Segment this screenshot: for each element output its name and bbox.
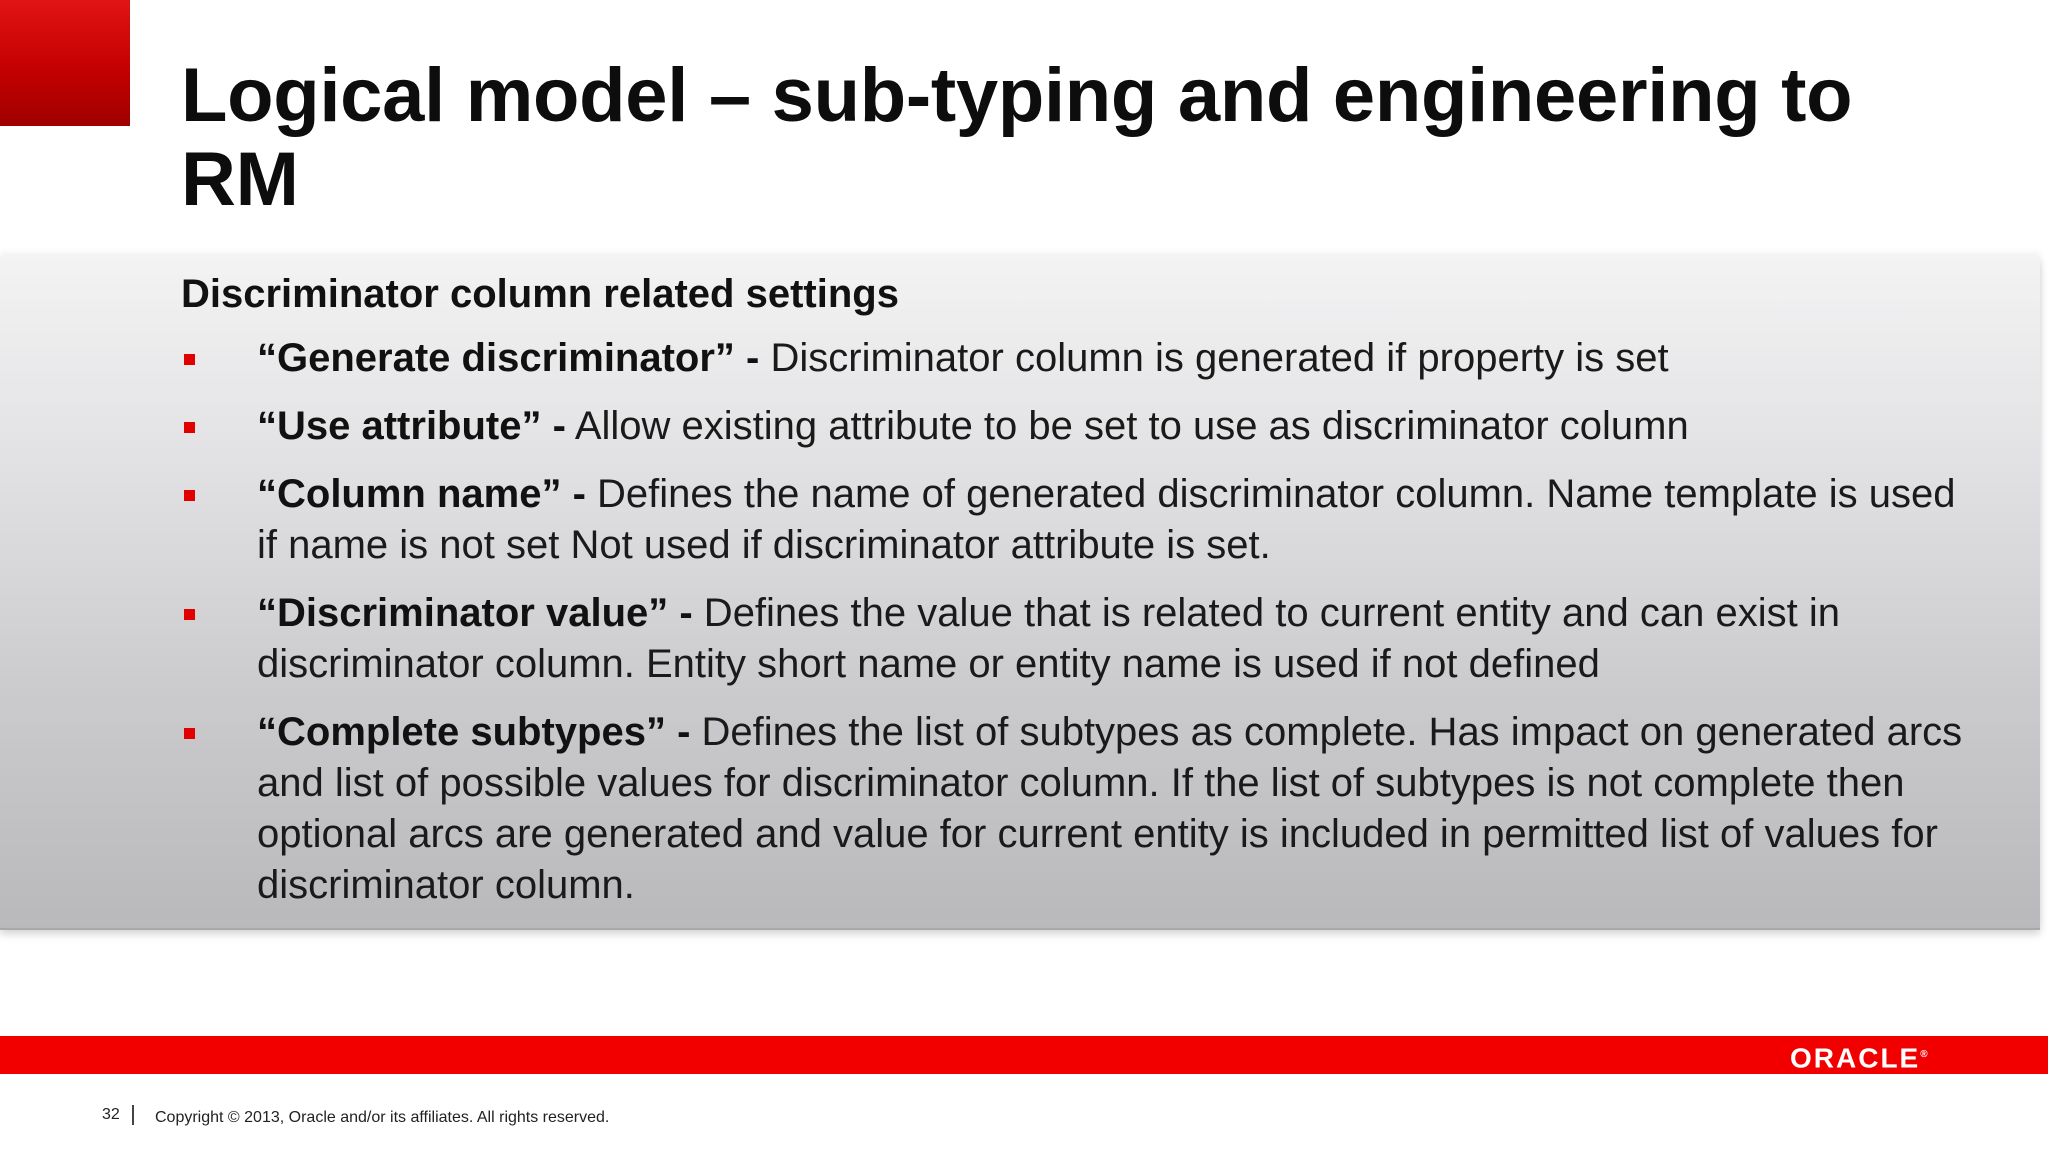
- red-square-bullet-icon: [184, 490, 195, 501]
- bullet-text: Defines the list of subtypes as complete. Has impact on generated arcs and list of possible values for discriminator column. If the list of subtypes is not complete then optional arcs are generated and value for current entity is included in permitted list of values for discriminator column.: [257, 710, 1963, 907]
- section-heading: Discriminator column related settings: [181, 272, 899, 316]
- bullet-term: “Complete subtypes” -: [257, 710, 691, 754]
- red-square-bullet-icon: [184, 728, 195, 739]
- bullet-text: Discriminator column is generated if property is set: [759, 336, 1669, 380]
- bullet-term: “Generate discriminator” -: [257, 336, 760, 380]
- oracle-logo: [1790, 1041, 1928, 1074]
- red-square-bullet-icon: [184, 422, 195, 433]
- bullet-list: [181, 333, 1981, 928]
- bullet-term: “Use attribute” -: [257, 404, 566, 448]
- registered-mark: ®: [1920, 1049, 1928, 1060]
- bullet-term: “Column name” -: [257, 472, 586, 516]
- content-panel-divider: [0, 928, 2040, 930]
- bullet-text: Allow existing attribute to be set to use as discriminator column: [565, 404, 1689, 448]
- bullet-item-generate-discriminator: [181, 333, 1981, 384]
- red-square-bullet-icon: [184, 354, 195, 365]
- bullet-text: Defines the value that is related to current entity and can exist in discriminator column. Entity short name or entity name is used if not defined: [257, 591, 1840, 686]
- copyright-notice: Copyright © 2013, Oracle and/or its affiliates. All rights reserved.: [155, 1109, 610, 1126]
- red-square-bullet-icon: [184, 609, 195, 620]
- footer-divider: [132, 1105, 134, 1125]
- bullet-item-use-attribute: [181, 401, 1981, 452]
- bullet-item-column-name: [181, 469, 1981, 571]
- bullet-item-discriminator-value: [181, 588, 1981, 690]
- bullet-item-complete-subtypes: [181, 707, 1981, 911]
- page-number: 32: [102, 1106, 120, 1123]
- oracle-logo-text: ORACLE: [1790, 1042, 1921, 1074]
- slide-title: Logical model – sub-typing and engineering to RM: [181, 53, 1853, 222]
- footer-red-band: [0, 1036, 2048, 1074]
- bullet-text: Defines the name of generated discriminator column. Name template is used if name is not set Not used if discriminator attribute is set.: [257, 472, 1956, 567]
- corner-accent-block: [0, 0, 130, 126]
- bullet-term: “Discriminator value” -: [257, 591, 693, 635]
